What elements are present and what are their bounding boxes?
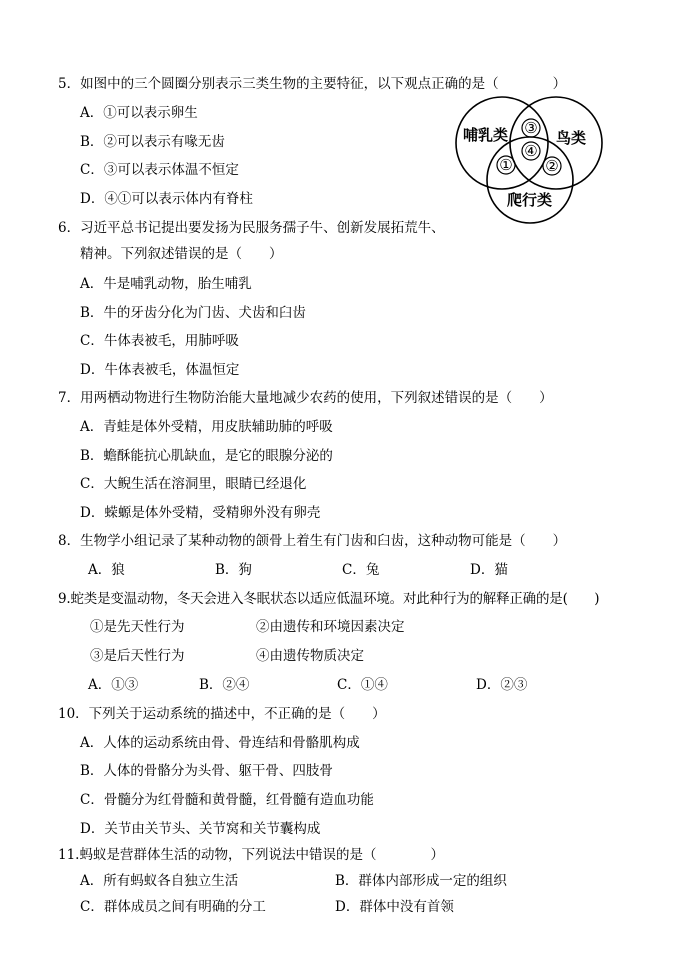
question-8-option-c: C．兔	[342, 562, 380, 578]
question-5-stem: 5．如图中的三个圆圈分别表示三类生物的主要特征，以下观点正确的是（ ）	[58, 76, 567, 92]
question-6-option-b: B．牛的牙齿分化为门齿、犬齿和臼齿	[80, 305, 306, 321]
question-10-option-d: D．关节由关节头、关节窝和关节囊构成	[80, 821, 321, 837]
question-7-option-d: D．蝾螈是体外受精，受精卵外没有卵壳	[80, 505, 321, 521]
venn-number-3: ③	[524, 119, 538, 137]
question-8-option-d: D．猫	[470, 562, 508, 578]
question-9-statement-2: ②由遗传和环境因素决定	[256, 619, 405, 635]
question-11-option-b: B．群体内部形成一定的组织	[335, 873, 507, 889]
question-6-option-c: C．牛体表被毛，用肺呼吸	[80, 333, 239, 349]
question-9-statement-1: ①是先天性行为	[90, 619, 185, 635]
question-8-option-a: A．狼	[88, 562, 125, 578]
question-9-statement-4: ④由遗传物质决定	[256, 648, 364, 664]
question-10-option-b: B．人体的骨骼分为头骨、躯干骨、四肢骨	[80, 763, 333, 779]
question-6-option-a: A．牛是哺乳动物，胎生哺乳	[80, 276, 252, 292]
venn-label-birds: 鸟类	[556, 129, 587, 147]
question-10-option-c: C．骨髓分为红骨髓和黄骨髓，红骨髓有造血功能	[80, 792, 374, 808]
question-9-option-b: B．②④	[199, 677, 250, 693]
question-9-option-c: C．①④	[337, 677, 388, 693]
question-7-option-b: B．蟾酥能抗心肌缺血，是它的眼腺分泌的	[80, 448, 333, 464]
question-9-option-d: D．②③	[476, 677, 528, 693]
question-11-option-d: D．群体中没有首领	[335, 899, 454, 915]
venn-number-2: ②	[545, 157, 559, 175]
question-7-option-a: A．青蛙是体外受精，用皮肤辅助肺的呼吸	[80, 419, 333, 435]
venn-label-reptiles: 爬行类	[507, 191, 553, 209]
question-10-option-a: A．人体的运动系统由骨、骨连结和骨骼肌构成	[80, 735, 360, 751]
question-8-stem: 8．生物学小组记录了某种动物的颌骨上着生有门齿和臼齿，这种动物可能是（ ）	[58, 533, 567, 549]
question-5-option-c: C．③可以表示体温不恒定	[80, 162, 239, 178]
question-5-option-b: B．②可以表示有喙无齿	[80, 134, 225, 150]
question-5-option-d: D．④①可以表示体内有脊柱	[80, 191, 253, 207]
question-10-stem: 10．下列关于运动系统的描述中，不正确的是（ ）	[58, 706, 386, 722]
venn-number-4: ④	[524, 142, 538, 160]
question-7-option-c: C．大鲵生活在溶洞里，眼睛已经退化	[80, 476, 307, 492]
question-9-stem: 9.蛇类是变温动物，冬天会进入冬眠状态以适应低温环境。对此种行为的解释正确的是( )	[58, 591, 600, 607]
question-6-option-d: D．牛体表被毛，体温恒定	[80, 362, 240, 378]
question-6-stem-continued: 精神。下列叙述错误的是（ ）	[80, 246, 283, 262]
question-11-stem: 11.蚂蚁是营群体生活的动物，下列说法中错误的是（ ）	[58, 847, 444, 863]
question-6-stem: 6．习近平总书记提出要发扬为民服务孺子牛、创新发展拓荒牛、	[58, 220, 445, 236]
venn-label-mammals: 哺乳类	[463, 126, 509, 144]
question-11-option-c: C．群体成员之间有明确的分工	[80, 899, 266, 915]
question-5-option-a: A．①可以表示卵生	[80, 105, 198, 121]
question-9-statement-3: ③是后天性行为	[90, 648, 185, 664]
question-11-option-a: A．所有蚂蚁各自独立生活	[80, 873, 239, 889]
question-9-option-a: A．①③	[88, 677, 139, 693]
question-7-stem: 7．用两栖动物进行生物防治能大量地减少农药的使用，下列叙述错误的是（ ）	[58, 390, 553, 406]
question-8-option-b: B．狗	[215, 562, 252, 578]
venn-number-1: ①	[499, 156, 513, 174]
